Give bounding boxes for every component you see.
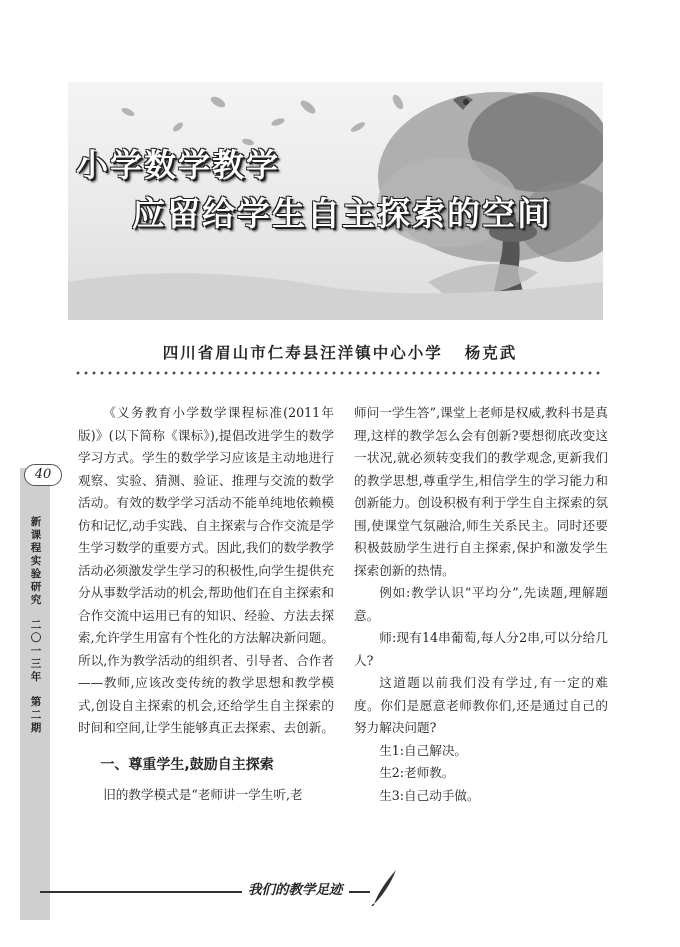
footer-column-name: 我们的教学足迹 (242, 878, 349, 898)
section-paragraph: 旧的教学模式是“老师讲一学生听,老 (103, 787, 303, 802)
journal-name: 新课程实验研究 (30, 516, 42, 606)
author-name: 杨克武 (464, 343, 518, 362)
title-line-2: 应留给学生自主探索的空间 (132, 194, 552, 233)
continued-paragraph: 师问一学生答”,课堂上老师是权威,教科书是真理,这样的教学怎么会有创新?要想彻底改变这一状况,就必须转变我们的教学观念,更新我们的教学思想,尊重学生,相信学生的学习能力和创新能力。创设积极有利于学生自主探索的氛围,使课堂气氛融洽,师生关系民主。同时还要积极鼓励学生进行自主探索,保护和激发学生探索创新的热情。 (354, 405, 608, 578)
journal-year: 二〇一三年 (30, 619, 42, 683)
left-column (78, 402, 334, 807)
paragraph-teacher-question: 师:现有14串葡萄,每人分2串,可以分给几人? (354, 630, 608, 668)
title-line-1: 小学数学教学 (76, 146, 281, 184)
journal-info (26, 516, 46, 747)
dotted-divider (74, 369, 604, 377)
intro-paragraph: 《义务教育小学数学课程标准(2011年版)》(以下简称《课标》),提倡改进学生的数学学习方式。学生的数学学习应该是主动地进行观察、实验、猜测、验证、推理与交流的数学活动。有效的数学学习活动不能单纯地依赖模仿和记忆,动手实践、自主探索与合作交流是学生学习数学的重要方式。因此,我们的数学教学活动必须激发学生学习的积极性,向学生提供充分从事数学活动的机会,帮助他们在自主探索和合作交流中运用已有的知识、经验、方法去探索,允许学生用富有个性化的方法解决新问题。所以,作为教学活动的组织者、引导者、合作者——教师,应该改变传统的教学思想和教学模式,创设自主探索的机会,还给学生自主探索的时间和空间,让学生能够真正去探索、去创新。 (78, 405, 334, 735)
title-banner (68, 82, 603, 320)
quill-pen-icon (370, 866, 400, 906)
right-column (354, 402, 608, 807)
paragraph-student-1: 生1:自己解决。 (379, 742, 468, 758)
paragraph-difficulty: 这道题以前我们没有学过,有一定的难度。你们是愿意老师教你们,还是通过自己的努力解决问题? (354, 675, 608, 735)
section-heading: 一、尊重学生,鼓励自主探索 (100, 756, 274, 773)
author-affiliation: 四川省眉山市仁寿县汪洋镇中心小学 (162, 343, 443, 362)
author-line (0, 341, 680, 363)
paragraph-example: 例如:教学认识“平均分”,先读题,理解题意。 (354, 585, 608, 623)
page-number: 40 (24, 464, 62, 486)
paragraph-student-2: 生2:老师教。 (379, 765, 455, 780)
journal-issue: 第二期 (30, 696, 42, 734)
paragraph-student-3: 生3:自己动手做。 (379, 787, 480, 803)
